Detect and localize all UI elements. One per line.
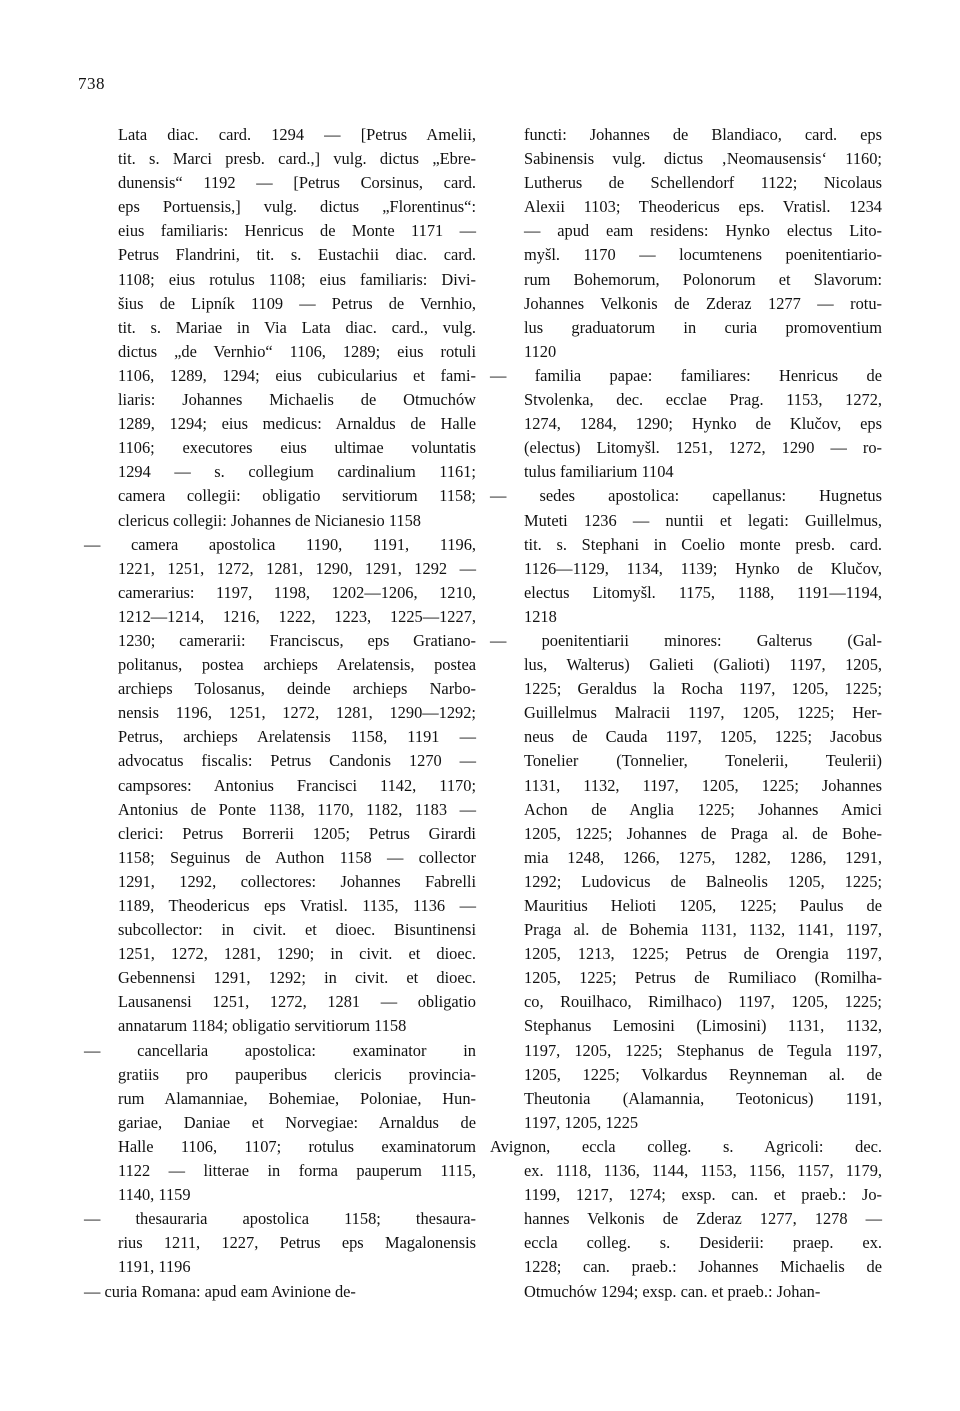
text-line: Lata diac. card. 1294 — [Petrus Amelii,	[118, 125, 476, 144]
text-line: Lutherus de Schellendorf 1122; Nicolaus	[524, 173, 882, 193]
text-line: tulus familiarium 1104	[524, 462, 674, 482]
text-line: (electus) Litomyšl. 1251, 1272, 1290 — ro-	[524, 438, 882, 458]
text-line: — apud eam residens: Hynko electus Lito-	[524, 221, 882, 241]
text-line: tit. s. Marci presb. card.,] vulg. dictus „Ebre-	[118, 149, 476, 169]
text-line: Stvolenka, dec. ecclae Prag. 1153, 1272,	[524, 390, 882, 410]
text-line: 1274, 1284, 1290; Hynko de Klučov, eps	[524, 414, 882, 434]
text-line: Mauritius Helioti 1205, 1225; Paulus de	[524, 896, 882, 915]
text-line: 1191, 1196	[118, 1257, 191, 1277]
text-line: 1292; Ludovicus de Balneolis 1205, 1225;	[524, 871, 882, 891]
text-line: — cancellaria apostolica: examinator in	[84, 1040, 476, 1060]
text-line: 1122 — litterae in forma pauperum 1115,	[118, 1161, 476, 1181]
text-line: functi: Johannes de Blandiaco, card. eps	[524, 125, 882, 144]
text-line: Petrus, archieps Arelatensis 1158, 1191 —	[118, 727, 476, 747]
text-line: — curia Romana: apud eam Avinione de-	[84, 1281, 356, 1301]
text-line: campsores: Antonius Francisci 1142, 1170;	[118, 775, 476, 795]
text-line: Antonius de Ponte 1138, 1170, 1182, 1183 —	[118, 799, 476, 819]
text-line: dunensis“ 1192 — [Petrus Corsinus, card.	[118, 173, 476, 193]
text-line: subcollector: in civit. et dioec. Bisuntinensi	[118, 920, 476, 940]
text-line: 1294 — s. collegium cardinalium 1161;	[118, 462, 476, 482]
text-line: 1228; can. praeb.: Johannes Michaelis de	[524, 1257, 882, 1277]
text-line: nensis 1196, 1251, 1272, 1281, 1290—1292;	[118, 703, 476, 723]
text-line: 1108; eius rotulus 1108; eius familiaris: Divi-	[118, 269, 476, 289]
text-line: Sabinensis vulg. dictus ‚Neomausensis‘ 1160;	[524, 149, 882, 169]
text-line: Johannes Velkonis de Zderaz 1277 — rotu-	[524, 293, 882, 313]
text-line: Gebennensi 1291, 1292; in civit. et dioec.	[118, 968, 476, 988]
text-line: — familia papae: familiares: Henricus de	[490, 365, 882, 385]
text-line: 1197, 1205, 1225	[524, 1112, 639, 1132]
text-line: 1205, 1225; Petrus de Rumiliaco (Romilha-	[524, 968, 882, 988]
text-line: — thesauraria apostolica 1158; thesaura-	[84, 1209, 476, 1229]
text-line: 1120	[524, 341, 557, 361]
text-line: rum Bohemorum, Polonorum et Slavorum:	[524, 269, 882, 289]
right-column	[490, 123, 882, 1304]
text-line: 1106; executores eius ultimae voluntatis	[118, 438, 476, 458]
text-line: 1205, 1225; Volkardus Reynneman al. de	[524, 1064, 882, 1084]
text-line: 1289, 1294; eius medicus: Arnaldus de Halle	[118, 414, 476, 434]
text-line: rius 1211, 1227, Petrus eps Magalonensis	[118, 1233, 476, 1253]
text-line: 1212—1214, 1216, 1222, 1223, 1225—1227,	[118, 606, 476, 626]
text-line: Halle 1106, 1107; rotulus examinatorum	[118, 1136, 476, 1156]
text-line: Theutonia (Alamannia, Teotonicus) 1191,	[524, 1088, 882, 1108]
text-line: — poenitentiarii minores: Galterus (Gal-	[490, 630, 882, 650]
text-line: Stephanus Lemosini (Limosini) 1131, 1132,	[524, 1016, 882, 1036]
text-line: eccla colleg. s. Desiderii: praep. ex.	[524, 1233, 882, 1253]
text-line: 1140, 1159	[118, 1185, 191, 1205]
text-line: Praga al. de Bohemia 1131, 1132, 1141, 1197,	[524, 920, 882, 940]
text-line: 1205, 1225; Johannes de Praga al. de Bohe-	[524, 823, 882, 843]
text-line: lus graduatorum in curia promoventium	[524, 317, 882, 337]
text-line: šius de Lipník 1109 — Petrus de Vernhio,	[118, 293, 476, 313]
text-line: 1126—1129, 1134, 1139; Hynko de Klučov,	[524, 558, 882, 578]
text-line: — sedes apostolica: capellanus: Hugnetus	[490, 486, 882, 506]
text-line: eius familiaris: Henricus de Monte 1171 —	[118, 221, 476, 241]
text-line: lus, Walterus) Galieti (Galioti) 1197, 1205,	[524, 655, 882, 675]
text-line: camerarius: 1197, 1198, 1202—1206, 1210,	[118, 582, 476, 602]
text-line: 1225; Geraldus la Rocha 1197, 1205, 1225;	[524, 679, 882, 699]
text-line: annatarum 1184; obligatio servitiorum 1158	[118, 1016, 407, 1036]
text-line: rum Alamanniae, Bohemiae, Poloniae, Hun-	[118, 1088, 476, 1108]
text-line: eps Portuensis,] vulg. dictus „Florentinus“:	[118, 197, 476, 217]
text-line: 1251, 1272, 1281, 1290; in civit. et dioec.	[118, 944, 476, 964]
text-line: hannes Velkonis de Zderaz 1277, 1278 —	[524, 1209, 882, 1229]
text-line: mia 1248, 1266, 1275, 1282, 1286, 1291,	[524, 847, 882, 867]
text-line: myšl. 1170 — locumtenens poenitentiario-	[524, 245, 882, 265]
text-line: 1197, 1205, 1225; Stephanus de Tegula 1197,	[524, 1040, 882, 1060]
text-line: — camera apostolica 1190, 1191, 1196,	[84, 534, 476, 554]
text-line: neus de Cauda 1197, 1205, 1225; Jacobus	[524, 727, 882, 747]
text-line: 1158; Seguinus de Authon 1158 — collector	[118, 847, 476, 867]
text-line: politanus, postea archieps Arelatensis, postea	[118, 655, 476, 675]
text-line: camera collegii: obligatio servitiorum 1158;	[118, 486, 476, 506]
text-line: 1199, 1217, 1274; exsp. can. et praeb.: Jo-	[524, 1185, 882, 1205]
text-line: tit. s. Stephani in Coelio monte presb. card.	[524, 534, 882, 554]
left-column	[84, 123, 476, 1304]
page-number: 738	[78, 74, 105, 93]
text-line: Petrus Flandrini, tit. s. Eustachii diac. card.	[118, 245, 476, 265]
text-line: gariae, Daniae et Norvegiae: Arnaldus de	[118, 1112, 476, 1132]
text-line: archieps Tolosanus, deinde archieps Narbo-	[118, 679, 476, 699]
text-line: electus Litomyšl. 1175, 1188, 1191—1194,	[524, 582, 882, 602]
text-line: 1291, 1292, collectores: Johannes Fabrelli	[118, 871, 476, 891]
text-line: Tonelier (Tonnelier, Tonelerii, Teulerii)	[524, 751, 882, 771]
text-line: 1218	[524, 606, 557, 626]
text-line: Lausanensi 1251, 1272, 1281 — obligatio	[118, 992, 476, 1012]
text-line: Achon de Anglia 1225; Johannes Amici	[524, 799, 882, 819]
text-line: clericus collegii: Johannes de Nicianesio 1158	[118, 510, 421, 530]
text-line: liaris: Johannes Michaelis de Otmuchów	[118, 390, 476, 410]
text-line: ex. 1118, 1136, 1144, 1153, 1156, 1157, 1179,	[524, 1161, 882, 1181]
text-line: dictus „de Vernhio“ 1106, 1289; eius rotuli	[118, 341, 476, 361]
text-line: co, Rouilhaco, Rimilhaco) 1197, 1205, 1225;	[524, 992, 882, 1012]
text-line: Guillelmus Malracii 1197, 1205, 1225; Her-	[524, 703, 882, 723]
text-line: Otmuchów 1294; exsp. can. et praeb.: Johan-	[524, 1281, 821, 1301]
text-line: 1230; camerarii: Franciscus, eps Gratiano-	[118, 630, 476, 650]
text-line: 1189, Theodericus eps Vratisl. 1135, 1136 —	[118, 896, 476, 915]
text-line: tit. s. Mariae in Via Lata diac. card., vulg.	[118, 317, 476, 337]
text-line: gratiis pro pauperibus clericis provincia-	[118, 1064, 476, 1084]
text-line: advocatus fiscalis: Petrus Candonis 1270 —	[118, 751, 476, 771]
text-line: 1205, 1213, 1225; Petrus de Orengia 1197,	[524, 944, 882, 964]
text-line: Avignon, eccla colleg. s. Agricoli: dec.	[490, 1136, 882, 1156]
text-line: 1131, 1132, 1197, 1205, 1225; Johannes	[524, 775, 882, 795]
text-line: 1221, 1251, 1272, 1281, 1290, 1291, 1292 —	[118, 558, 476, 578]
text-line: clerici: Petrus Borrerii 1205; Petrus Girardi	[118, 823, 476, 843]
text-line: Muteti 1236 — nuntii et legati: Guillelmus,	[524, 510, 882, 530]
text-line: Alexii 1103; Theodericus eps. Vratisl. 1234	[524, 197, 882, 217]
text-line: 1106, 1289, 1294; eius cubicularius et fami-	[118, 365, 476, 385]
